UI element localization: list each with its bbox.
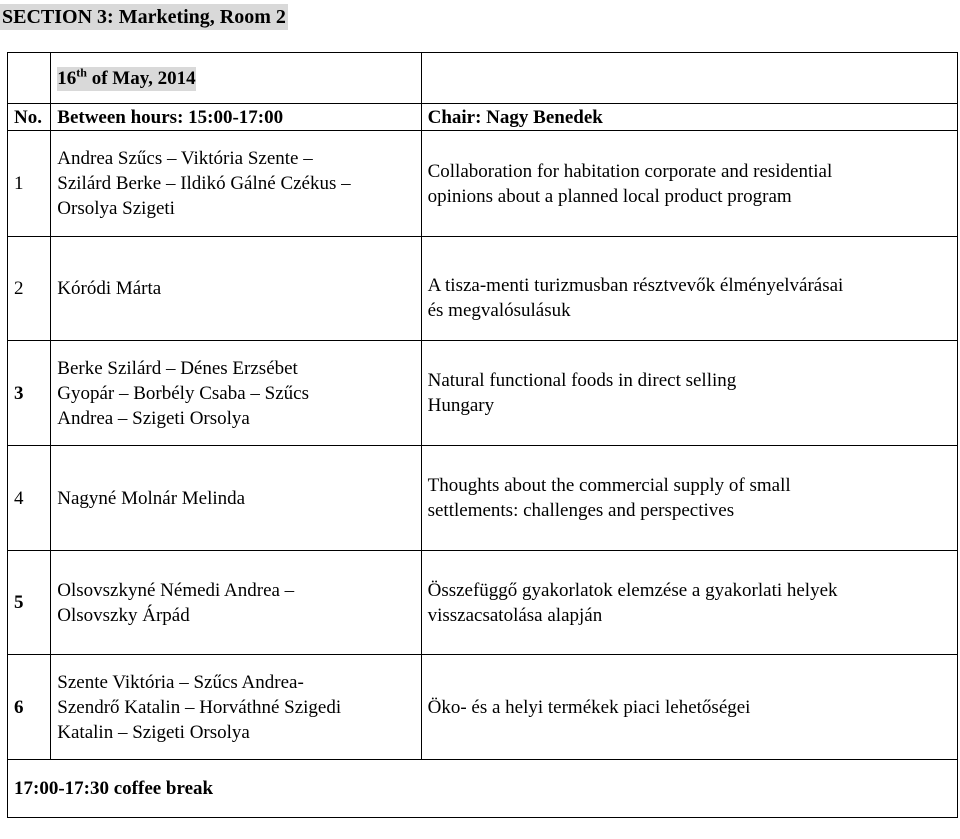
date-row-empty-cell	[8, 53, 51, 104]
row-number: 3	[8, 341, 51, 446]
table-row	[8, 655, 958, 760]
table-row	[8, 341, 958, 446]
title-line: Natural functional foods in direct selling	[427, 370, 737, 391]
author-line: Orsolya Szigeti	[57, 198, 175, 219]
row-title	[421, 446, 957, 551]
author-line: Olsovszkyné Némedi Andrea –	[57, 579, 295, 601]
title-line: A tisza-menti turizmusban résztvevők élményelvárásai	[427, 274, 844, 296]
row-authors	[51, 551, 421, 655]
title-line: visszacsatolása alapján	[427, 604, 603, 626]
author-line: Gyopár – Borbély Csaba – Szűcs	[57, 382, 309, 404]
row-title	[421, 131, 957, 237]
author-line: Olsovszky Árpád	[57, 604, 190, 626]
session-date	[51, 53, 421, 104]
author-line: Andrea – Szigeti Orsolya	[57, 407, 250, 429]
title-line: Hungary	[427, 395, 495, 416]
author-line: Kóródi Márta	[57, 278, 162, 299]
row-title	[421, 237, 957, 341]
header-row	[8, 104, 958, 131]
row-number: 5	[8, 551, 51, 655]
date-day: 16	[57, 67, 77, 89]
table-row	[8, 237, 958, 341]
header-chair: Chair: Nagy Benedek	[421, 104, 957, 131]
date-row	[8, 53, 958, 104]
title-line: Collaboration for habitation corporate and residential	[427, 160, 833, 182]
title-line: settlements: challenges and perspectives	[427, 500, 735, 521]
row-authors	[51, 341, 421, 446]
row-title	[421, 551, 957, 655]
coffee-break-row	[8, 760, 958, 818]
table-row	[8, 446, 958, 551]
date-row-empty-cell	[421, 53, 957, 104]
coffee-break: 17:00-17:30 coffee break	[8, 760, 958, 818]
schedule-table	[7, 52, 958, 818]
author-line: Berke Szilárd – Dénes Erzsébet	[57, 357, 298, 379]
date-rest: of May, 2014	[86, 67, 196, 89]
row-title	[421, 341, 957, 446]
row-authors	[51, 237, 421, 341]
header-hours: Between hours: 15:00-17:00	[51, 104, 421, 131]
title-line: Összefüggő gyakorlatok elemzése a gyakorlati helyek	[427, 579, 838, 601]
author-line: Katalin – Szigeti Orsolya	[57, 721, 250, 743]
title-line: Öko- és a helyi termékek piaci lehetőségei	[427, 696, 751, 718]
table-row	[8, 131, 958, 237]
row-number: 6	[8, 655, 51, 760]
table-row	[8, 551, 958, 655]
author-line: Szendrő Katalin – Horváthné Szigedi	[57, 696, 342, 718]
title-line: és megvalósulásuk	[427, 299, 571, 321]
row-authors	[51, 131, 421, 237]
author-line: Szilárd Berke – Ildikó Gálné Czékus –	[57, 173, 351, 194]
author-line: Andrea Szűcs – Viktória Szente –	[57, 148, 313, 169]
title-line: Thoughts about the commercial supply of small	[427, 475, 791, 496]
title-line: opinions about a planned local product program	[427, 185, 792, 207]
row-number: 1	[8, 131, 51, 237]
author-line: Nagyné Molnár Melinda	[57, 487, 246, 509]
row-authors	[51, 655, 421, 760]
author-line: Szente Viktória – Szűcs Andrea-	[57, 671, 304, 693]
row-title	[421, 655, 957, 760]
section-title: SECTION 3: Marketing, Room 2	[2, 6, 286, 28]
row-number: 2	[8, 237, 51, 341]
date-suffix: th	[76, 65, 87, 80]
row-authors	[51, 446, 421, 551]
header-no: No.	[8, 104, 51, 131]
row-number: 4	[8, 446, 51, 551]
